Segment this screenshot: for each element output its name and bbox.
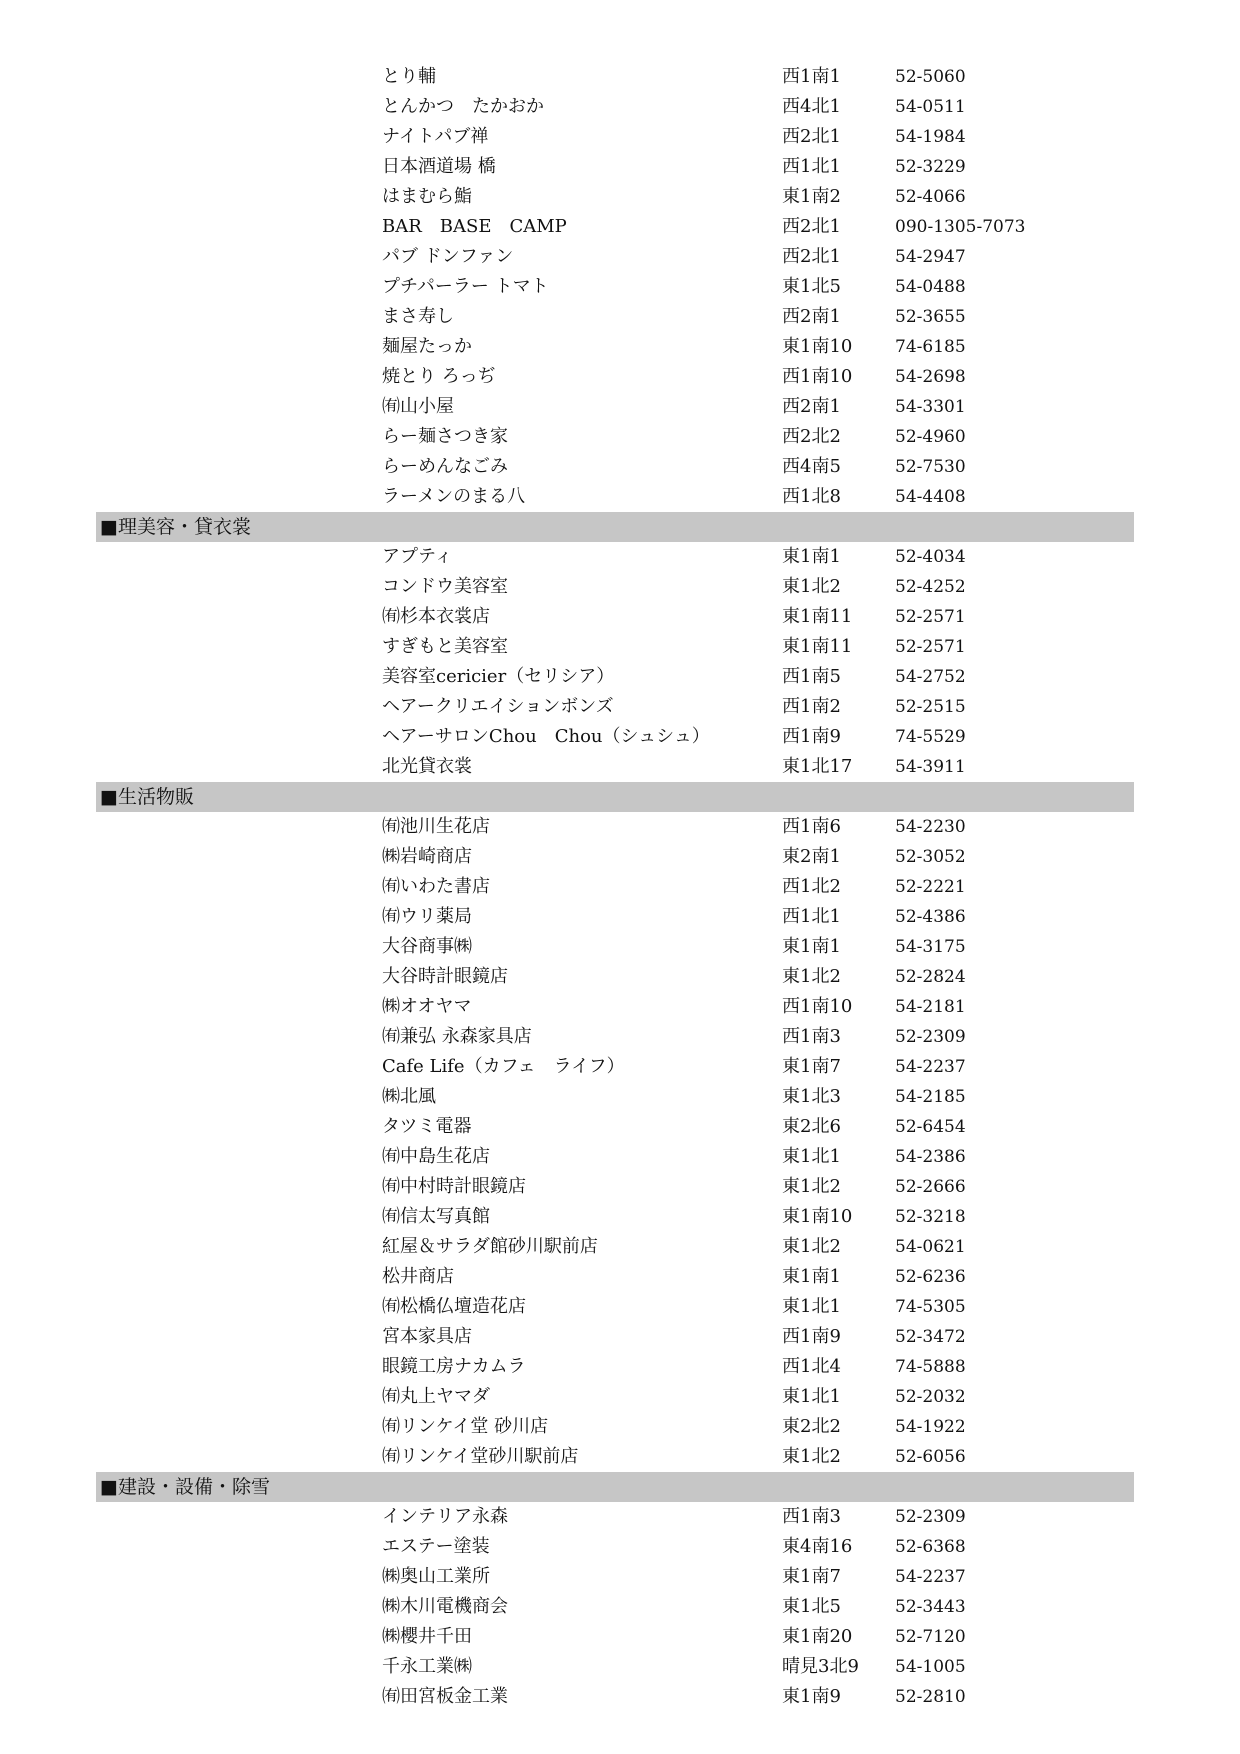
phone-number: 52-4066	[895, 187, 966, 207]
business-name: ㈲リンケイ堂砂川駅前店	[382, 1446, 579, 1467]
phone-number: 52-3472	[895, 1327, 966, 1347]
listing-row	[0, 362, 1240, 392]
business-name: らーめんなごみ	[382, 456, 508, 477]
listing-row	[0, 1112, 1240, 1142]
business-name: プチパーラー トマト	[382, 276, 549, 297]
listing-row	[0, 902, 1240, 932]
phone-number: 54-2237	[895, 1567, 966, 1587]
business-name: 焼とり ろっぢ	[382, 366, 496, 387]
listing-row	[0, 1172, 1240, 1202]
listing-row	[0, 992, 1240, 1022]
business-name: ラーメンのまる八	[382, 486, 526, 507]
phone-number: 52-2309	[895, 1507, 966, 1527]
phone-number: 52-2810	[895, 1687, 966, 1707]
business-name: 大谷商事㈱	[382, 936, 472, 957]
address: 西2北2	[782, 426, 841, 447]
address: 東1南10	[782, 1206, 853, 1227]
listing-row	[0, 752, 1240, 782]
business-name: 松井商店	[382, 1266, 454, 1287]
phone-number: 54-1005	[895, 1657, 966, 1677]
phone-number: 54-2185	[895, 1087, 966, 1107]
address: 東1北5	[782, 1596, 841, 1617]
listing-row	[0, 1382, 1240, 1412]
business-name: ㈲信太写真館	[382, 1206, 490, 1227]
address: 東1南1	[782, 936, 841, 957]
phone-number: 54-1984	[895, 127, 966, 147]
listing-row	[0, 1442, 1240, 1472]
business-name: BAR BASE CAMP	[382, 216, 567, 237]
business-name: 千永工業㈱	[382, 1656, 472, 1677]
phone-number: 52-3655	[895, 307, 966, 327]
phone-number: 52-4386	[895, 907, 966, 927]
address: 西4北1	[782, 96, 841, 117]
listing-row	[0, 1502, 1240, 1532]
listing-row	[0, 1142, 1240, 1172]
address: 東2北2	[782, 1416, 841, 1437]
phone-number: 74-5529	[895, 727, 966, 747]
business-name: まさ寿し	[382, 306, 454, 327]
address: 西1南5	[782, 666, 841, 687]
business-name: コンドウ美容室	[382, 576, 508, 597]
business-name: ㈲中島生花店	[382, 1146, 490, 1167]
business-name: ㈱岩崎商店	[382, 846, 472, 867]
listing-row	[0, 1262, 1240, 1292]
phone-number: 54-3301	[895, 397, 966, 417]
listing-row	[0, 1412, 1240, 1442]
address: 西2南1	[782, 306, 841, 327]
listing-row	[0, 1232, 1240, 1262]
business-name: ヘアークリエイションボンズ	[382, 696, 614, 717]
address: 西1南3	[782, 1026, 841, 1047]
listing-row	[0, 962, 1240, 992]
address: 西1北4	[782, 1356, 841, 1377]
section-title: ■生活物販	[100, 786, 194, 808]
section-header	[96, 1472, 1134, 1502]
phone-number: 090-1305-7073	[895, 217, 1026, 237]
business-name: 紅屋＆サラダ館砂川駅前店	[382, 1236, 598, 1257]
address: 東1北1	[782, 1296, 841, 1317]
address: 東1南1	[782, 546, 841, 567]
business-name: ヘアーサロンChou Chou（シュシュ）	[382, 726, 710, 747]
listing-row	[0, 182, 1240, 212]
directory-listing	[0, 62, 1240, 1712]
listing-row	[0, 302, 1240, 332]
business-name: ㈲中村時計眼鏡店	[382, 1176, 526, 1197]
phone-number: 52-2824	[895, 967, 966, 987]
listing-row	[0, 1022, 1240, 1052]
listing-row	[0, 1562, 1240, 1592]
listing-row	[0, 572, 1240, 602]
phone-number: 52-3443	[895, 1597, 966, 1617]
business-name: 宮本家具店	[382, 1326, 472, 1347]
address: 東4南16	[782, 1536, 853, 1557]
address: 東1北2	[782, 576, 841, 597]
business-name: アプティ	[382, 546, 453, 567]
phone-number: 52-5060	[895, 67, 966, 87]
address: 西1南10	[782, 366, 853, 387]
listing-row	[0, 692, 1240, 722]
address: 東1北17	[782, 756, 853, 777]
listing-row	[0, 452, 1240, 482]
business-name: 眼鏡工房ナカムラ	[382, 1356, 526, 1377]
phone-number: 54-2386	[895, 1147, 966, 1167]
phone-number: 52-7530	[895, 457, 966, 477]
phone-number: 52-2571	[895, 607, 966, 627]
listing-row	[0, 122, 1240, 152]
listing-row	[0, 152, 1240, 182]
phone-number: 54-2947	[895, 247, 966, 267]
address: 西1南10	[782, 996, 853, 1017]
listing-row	[0, 62, 1240, 92]
address: 東1北3	[782, 1086, 841, 1107]
listing-row	[0, 92, 1240, 122]
address: 東1北5	[782, 276, 841, 297]
phone-number: 54-0488	[895, 277, 966, 297]
address: 東1南2	[782, 186, 841, 207]
address: 西1南2	[782, 696, 841, 717]
phone-number: 54-2237	[895, 1057, 966, 1077]
phone-number: 52-3052	[895, 847, 966, 867]
phone-number: 52-2571	[895, 637, 966, 657]
listing-row	[0, 542, 1240, 572]
business-name: ㈲松橋仏壇造花店	[382, 1296, 526, 1317]
listing-row	[0, 1682, 1240, 1712]
phone-number: 54-3175	[895, 937, 966, 957]
address: 西1南9	[782, 726, 841, 747]
listing-row	[0, 872, 1240, 902]
listing-row	[0, 1592, 1240, 1622]
address: 晴見3北9	[782, 1656, 859, 1677]
address: 西1北8	[782, 486, 841, 507]
section-header	[96, 512, 1134, 542]
address: 西2北1	[782, 246, 841, 267]
phone-number: 52-6236	[895, 1267, 966, 1287]
phone-number: 52-4252	[895, 577, 966, 597]
business-name: ㈱オオヤマ	[382, 996, 472, 1017]
address: 東1北2	[782, 1446, 841, 1467]
listing-row	[0, 1322, 1240, 1352]
business-name: ㈱奥山工業所	[382, 1566, 490, 1587]
phone-number: 74-5888	[895, 1357, 966, 1377]
listing-row	[0, 392, 1240, 422]
business-name: すぎもと美容室	[382, 636, 508, 657]
business-name: ナイトパブ禅	[382, 126, 489, 147]
phone-number: 52-3229	[895, 157, 966, 177]
business-name: 北光貸衣裳	[382, 756, 472, 777]
listing-row	[0, 1622, 1240, 1652]
address: 東1南7	[782, 1566, 841, 1587]
phone-number: 54-0621	[895, 1237, 966, 1257]
business-name: とり輔	[382, 66, 436, 87]
listing-row	[0, 1052, 1240, 1082]
business-name: らー麺さつき家	[382, 426, 508, 447]
listing-row	[0, 1292, 1240, 1322]
address: 東1南11	[782, 636, 853, 657]
address: 東2北6	[782, 1116, 841, 1137]
listing-row	[0, 602, 1240, 632]
phone-number: 52-6056	[895, 1447, 966, 1467]
business-name: 美容室cericier（セリシア）	[382, 666, 615, 687]
phone-number: 52-4960	[895, 427, 966, 447]
business-name: ㈲田宮板金工業	[382, 1686, 508, 1707]
address: 東1南11	[782, 606, 853, 627]
address: 西2南1	[782, 396, 841, 417]
business-name: ㈲兼弘 永森家具店	[382, 1026, 532, 1047]
listing-row	[0, 932, 1240, 962]
address: 東1北2	[782, 1236, 841, 1257]
listing-row	[0, 1202, 1240, 1232]
business-name: ㈲リンケイ堂 砂川店	[382, 1416, 549, 1437]
listing-row	[0, 662, 1240, 692]
address: 西1南6	[782, 816, 841, 837]
business-name: 大谷時計眼鏡店	[382, 966, 508, 987]
phone-number: 54-2698	[895, 367, 966, 387]
address: 東1南7	[782, 1056, 841, 1077]
listing-row	[0, 1532, 1240, 1562]
section-title: ■理美容・貸衣裳	[100, 516, 251, 538]
phone-number: 54-2752	[895, 667, 966, 687]
listing-row	[0, 1652, 1240, 1682]
address: 東1南20	[782, 1626, 853, 1647]
address: 西1北2	[782, 876, 841, 897]
phone-number: 52-2309	[895, 1027, 966, 1047]
business-name: インテリア永森	[382, 1506, 508, 1527]
business-name: エステー塗装	[382, 1536, 490, 1557]
phone-number: 52-2515	[895, 697, 966, 717]
phone-number: 54-1922	[895, 1417, 966, 1437]
address: 東1北2	[782, 966, 841, 987]
business-name: ㈲いわた書店	[382, 876, 490, 897]
listing-row	[0, 422, 1240, 452]
listing-row	[0, 332, 1240, 362]
business-name: 日本酒道場 橋	[382, 156, 496, 177]
business-name: ㈱木川電機商会	[382, 1596, 508, 1617]
section-header	[96, 782, 1134, 812]
listing-row	[0, 482, 1240, 512]
listing-row	[0, 842, 1240, 872]
phone-number: 52-2032	[895, 1387, 966, 1407]
listing-row	[0, 722, 1240, 752]
listing-row	[0, 272, 1240, 302]
listing-row	[0, 812, 1240, 842]
business-name: Cafe Life（カフェ ライフ）	[382, 1056, 625, 1077]
business-name: 麺屋たっか	[382, 336, 472, 357]
listing-row	[0, 1082, 1240, 1112]
phone-number: 52-6454	[895, 1117, 966, 1137]
listing-row	[0, 1352, 1240, 1382]
business-name: タツミ電器	[382, 1116, 472, 1137]
phone-number: 54-3911	[895, 757, 966, 777]
address: 西2北1	[782, 126, 841, 147]
address: 西2北1	[782, 216, 841, 237]
listing-row	[0, 212, 1240, 242]
phone-number: 52-3218	[895, 1207, 966, 1227]
address: 東1南10	[782, 336, 853, 357]
address: 東1南1	[782, 1266, 841, 1287]
business-name: ㈱北風	[382, 1086, 436, 1107]
phone-number: 52-6368	[895, 1537, 966, 1557]
phone-number: 54-0511	[895, 97, 966, 117]
business-name: ㈲杉本衣裳店	[382, 606, 490, 627]
listing-row	[0, 632, 1240, 662]
address: 西1北1	[782, 906, 841, 927]
address: 東2南1	[782, 846, 841, 867]
phone-number: 74-5305	[895, 1297, 966, 1317]
business-name: はまむら鮨	[382, 186, 472, 207]
address: 西1南1	[782, 66, 841, 87]
address: 東1北2	[782, 1176, 841, 1197]
phone-number: 52-2221	[895, 877, 966, 897]
address: 西1北1	[782, 156, 841, 177]
address: 西1南9	[782, 1326, 841, 1347]
business-name: ㈲山小屋	[382, 396, 454, 417]
address: 東1北1	[782, 1386, 841, 1407]
phone-number: 54-4408	[895, 487, 966, 507]
business-name: ㈲丸上ヤマダ	[382, 1386, 490, 1407]
business-name: パブ ドンファン	[382, 246, 514, 267]
listing-row	[0, 242, 1240, 272]
phone-number: 52-7120	[895, 1627, 966, 1647]
phone-number: 52-2666	[895, 1177, 966, 1197]
business-name: ㈲ウリ薬局	[382, 906, 472, 927]
phone-number: 54-2230	[895, 817, 966, 837]
business-name: ㈱櫻井千田	[382, 1626, 472, 1647]
phone-number: 52-4034	[895, 547, 966, 567]
business-name: とんかつ たかおか	[382, 96, 544, 117]
phone-number: 54-2181	[895, 997, 966, 1017]
address: 東1北1	[782, 1146, 841, 1167]
phone-number: 74-6185	[895, 337, 966, 357]
address: 西4南5	[782, 456, 841, 477]
business-name: ㈲池川生花店	[382, 816, 490, 837]
address: 西1南3	[782, 1506, 841, 1527]
section-title: ■建設・設備・除雪	[100, 1476, 270, 1498]
address: 東1南9	[782, 1686, 841, 1707]
